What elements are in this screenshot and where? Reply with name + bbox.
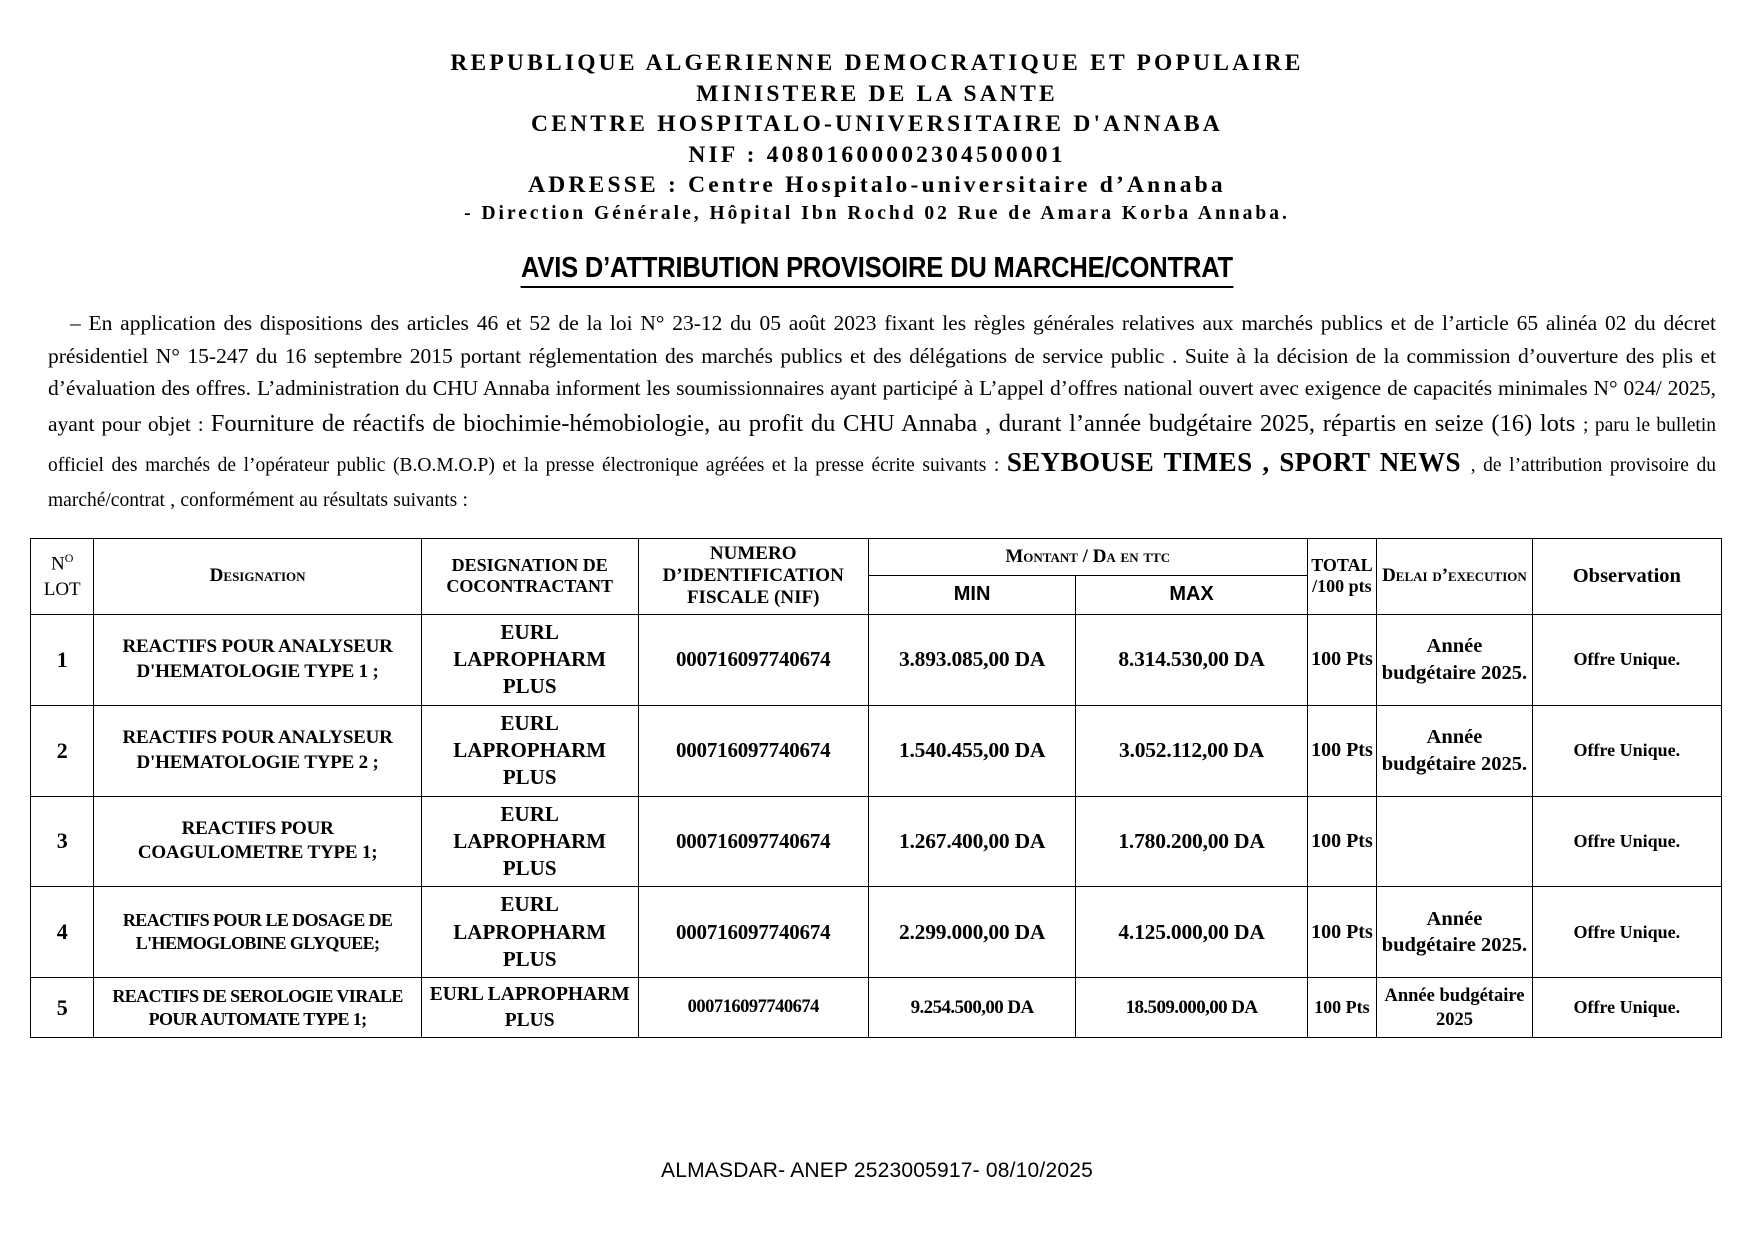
cell-cocontractant: EURL LAPROPHARM PLUS [421, 705, 638, 796]
paragraph-segment-publication: ; paru le bulletin officiel des marchés de l’opérateur public (B.O.M.O.P) et la presse électronique agréées et la presse écrite suivants : [48, 415, 1717, 477]
cell-observation: Offre Unique. [1532, 796, 1721, 887]
cell-designation: REACTIFS POUR ANALYSEUR D'HEMATOLOGIE TYPE 2 ; [94, 705, 421, 796]
col-header-delai: Delai d’execution [1377, 538, 1532, 614]
cell-total-points: 100 Pts [1307, 705, 1377, 796]
col-header-nif: NUMERO D’IDENTIFICATION FISCALE (NIF) [638, 538, 868, 614]
table-header-row-1 [31, 538, 1722, 575]
col-header-min: MIN [868, 575, 1076, 614]
cell-amount-min: 1.267.400,00 DA [868, 796, 1076, 887]
cell-nif: 000716097740674 [638, 705, 868, 796]
cell-cocontractant: EURL LAPROPHARM PLUS [421, 978, 638, 1038]
cell-cocontractant: EURL LAPROPHARM PLUS [421, 887, 638, 978]
paragraph-segment-legal: – En application des dispositions des articles 46 et 52 de la loi N° 23-12 du 05 août 2023 fixant les règles générales relatives aux marchés publics et de l’article 65 alinéa 02 du décret présidentiel N° 15-247 du 16 septembre 2015 portant réglementation des marchés publics et des délégations de service public . Suite à la décision de la commission d’ouverture des plis et d’évaluation des offres. L’administration du CHU Annaba informent les soumissionnaires ayant participé à L’appel d’offres national ouvert avec exigence de capacités minimales N° 024/ 2025, ayant pour objet : [48, 311, 1716, 437]
page-title [132, 252, 1623, 285]
col-header-observation: Observation [1532, 538, 1721, 614]
col-header-no-lot [31, 538, 94, 614]
cell-cocontractant: EURL LAPROPHARM PLUS [421, 796, 638, 887]
cell-amount-max: 1.780.200,00 DA [1076, 796, 1307, 887]
cell-observation: Offre Unique. [1532, 887, 1721, 978]
cell-delai: Année budgétaire 2025. [1377, 614, 1532, 705]
award-table [30, 538, 1722, 1038]
page-title-text: AVIS D’ATTRIBUTION PROVISOIRE DU MARCHE/CONTRAT [521, 252, 1233, 288]
col-header-cocontractant: DESIGNATION DE COCONTRACTANT [421, 538, 638, 614]
cell-lot-no: 5 [31, 978, 94, 1038]
notice-paragraph [30, 307, 1724, 516]
cell-delai: Année budgétaire 2025. [1377, 887, 1532, 978]
col-header-designation: Designation [94, 538, 421, 614]
cell-lot-no: 4 [31, 887, 94, 978]
cell-observation: Offre Unique. [1532, 705, 1721, 796]
cell-amount-min: 1.540.455,00 DA [868, 705, 1076, 796]
paragraph-segment-newspapers: SEYBOUSE TIMES , SPORT NEWS [1006, 447, 1471, 478]
letterhead [30, 0, 1724, 226]
cell-total-points: 100 Pts [1307, 887, 1377, 978]
cell-designation: REACTIFS DE SEROLOGIE VIRALE POUR AUTOMATE TYPE 1; [94, 978, 421, 1038]
table-row [31, 705, 1722, 796]
col-header-total: TOTAL /100 pts [1307, 538, 1377, 614]
col-header-no-lot-lot: LOT [43, 578, 81, 600]
col-header-montant: Montant / Da en ttc [868, 538, 1307, 575]
cell-nif: 000716097740674 [638, 978, 868, 1038]
paragraph-segment-closing: , de l’attribution provisoire du marché/contrat , conformément au résultats suivants : [48, 455, 1717, 512]
footer-anep-reference: ALMASDAR- ANEP 2523005917- 08/10/2025 [661, 1159, 1093, 1182]
letterhead-line-address-detail: - Direction Générale, Hôpital Ibn Rochd 02 Rue de Amara Korba Annaba. [464, 202, 1290, 224]
cell-amount-min: 3.893.085,00 DA [868, 614, 1076, 705]
letterhead-line-ministry: MINISTERE DE LA SANTE [696, 80, 1058, 107]
cell-lot-no: 1 [31, 614, 94, 705]
letterhead-line-nif: NIF : 40801600002304500001 [688, 141, 1066, 168]
col-header-max: MAX [1076, 575, 1307, 614]
letterhead-line-address: ADRESSE : Centre Hospitalo-universitaire d’Annaba [528, 172, 1226, 199]
table-row [31, 978, 1722, 1038]
cell-nif: 000716097740674 [638, 614, 868, 705]
cell-delai [1377, 796, 1532, 887]
cell-amount-min: 9.254.500,00 DA [868, 978, 1076, 1038]
cell-amount-max: 4.125.000,00 DA [1076, 887, 1307, 978]
col-header-no-lot-n: N [51, 553, 65, 575]
cell-total-points: 100 Pts [1307, 796, 1377, 887]
cell-total-points: 100 Pts [1307, 978, 1377, 1038]
letterhead-line-republic: REPUBLIQUE ALGERIENNE DEMOCRATIQUE ET POPULAIRE [450, 50, 1304, 76]
cell-observation: Offre Unique. [1532, 614, 1721, 705]
table-row [31, 614, 1722, 705]
cell-total-points: 100 Pts [1307, 614, 1377, 705]
cell-lot-no: 2 [31, 705, 94, 796]
cell-lot-no: 3 [31, 796, 94, 887]
cell-nif: 000716097740674 [638, 796, 868, 887]
cell-amount-max: 8.314.530,00 DA [1076, 614, 1307, 705]
table-row [31, 887, 1722, 978]
cell-nif: 000716097740674 [638, 887, 868, 978]
cell-cocontractant: EURL LAPROPHARM PLUS [421, 614, 638, 705]
cell-designation: REACTIFS POUR ANALYSEUR D'HEMATOLOGIE TYPE 1 ; [94, 614, 421, 705]
cell-observation: Offre Unique. [1532, 978, 1721, 1038]
cell-amount-min: 2.299.000,00 DA [868, 887, 1076, 978]
cell-designation: REACTIFS POUR COAGULOMETRE TYPE 1; [94, 796, 421, 887]
cell-delai: Année budgétaire 2025 [1377, 978, 1532, 1038]
col-header-no-lot-sup: O [64, 550, 74, 565]
paragraph-segment-object: Fourniture de réactifs de biochimie-hémobiologie, au profit du CHU Annaba , durant l’année budgétaire 2025, répartis en seize (16) lots [210, 410, 1583, 438]
cell-amount-max: 18.509.000,00 DA [1076, 978, 1307, 1038]
cell-designation: REACTIFS POUR LE DOSAGE DE L'HEMOGLOBINE GLYQUEE; [94, 887, 421, 978]
cell-amount-max: 3.052.112,00 DA [1076, 705, 1307, 796]
letterhead-line-hospital: CENTRE HOSPITALO-UNIVERSITAIRE D'ANNABA [531, 111, 1223, 138]
cell-delai: Année budgétaire 2025. [1377, 705, 1532, 796]
table-row [31, 796, 1722, 887]
